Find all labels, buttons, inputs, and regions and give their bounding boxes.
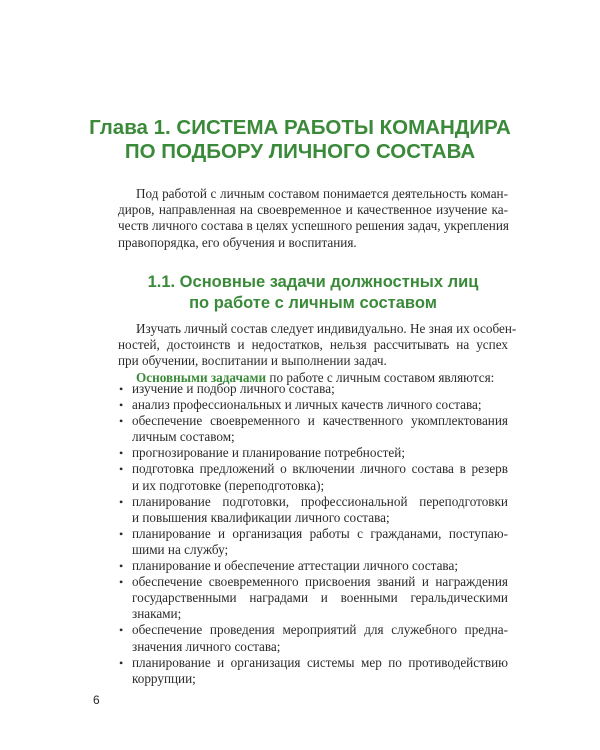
task-list-item	[118, 526, 508, 558]
task-list-item	[118, 558, 508, 574]
bullet-icon: •	[119, 414, 124, 429]
chapter-title	[80, 116, 520, 164]
task-line: шими на службу;	[132, 541, 229, 557]
intro-line: честв личного состава в целях успешного решения задач, укрепления	[118, 218, 509, 234]
task-line: и повышения квалификации личного состава;	[132, 509, 390, 525]
task-list	[118, 381, 508, 687]
intro-line: правопорядка, его обучения и воспитания.	[118, 234, 357, 250]
task-line: знаками;	[132, 606, 182, 622]
task-list-item	[118, 381, 508, 397]
bullet-icon: •	[119, 559, 124, 574]
task-line: значения личного состава;	[132, 638, 281, 654]
tasks-intro-highlight: Основными задачами	[136, 369, 267, 385]
bullet-icon: •	[119, 494, 124, 509]
task-line: планирование и организация системы мер по противодействию	[132, 654, 508, 670]
section-title-line-2: по работе с личным составом	[189, 294, 437, 312]
task-list-item	[118, 622, 508, 654]
task-line: анализ профессиональных и личных качеств личного состава;	[132, 397, 482, 413]
intro-line: Под работой с личным составом понимается деятельность коман-	[136, 186, 508, 201]
bullet-icon: •	[119, 382, 124, 396]
bullet-icon: •	[119, 462, 124, 477]
intro-paragraph	[118, 186, 508, 251]
tasks-intro-rest: по работе с личным составом являются:	[266, 369, 495, 385]
task-line: прогнозирование и планирование потребностей;	[132, 445, 405, 461]
task-line: государственными наградами и военными геральдическими	[132, 590, 508, 606]
task-line: обеспечение своевременного присвоения званий и награждения	[132, 574, 508, 590]
body-paragraph	[118, 321, 517, 386]
bullet-icon: •	[119, 575, 124, 590]
task-list-item	[118, 655, 508, 687]
chapter-title-line-1: Глава 1. СИСТЕМА РАБОТЫ КОМАНДИРА	[89, 116, 511, 139]
section-title-line-1: 1.1. Основные задачи должностных лиц	[147, 273, 479, 291]
task-list-item	[118, 494, 508, 526]
chapter-title-line-2: ПО ПОДБОРУ ЛИЧНОГО СОСТАВА	[124, 140, 476, 163]
bullet-icon: •	[119, 446, 124, 461]
task-list-item	[118, 574, 508, 622]
bullet-icon: •	[119, 526, 124, 541]
body-line: при обучении, воспитании и выполнении задач.	[118, 353, 387, 369]
task-list-item	[118, 413, 508, 445]
task-line: личным составом;	[132, 429, 235, 445]
section-title	[118, 272, 508, 314]
page-number: 6	[93, 693, 100, 707]
task-line: коррупции;	[132, 670, 196, 686]
task-line: и их подготовке (переподготовка);	[132, 477, 325, 493]
body-line: ностей, достоинств и недостатков, нельзя рассчитывать на успех	[118, 337, 508, 353]
task-list-item	[118, 397, 508, 413]
bullet-icon: •	[119, 623, 124, 638]
task-line: обеспечение своевременного и качественного укомплектования	[132, 413, 508, 429]
task-line: планирование и обеспечение аттестации личного состава;	[132, 558, 459, 574]
bullet-icon: •	[119, 398, 124, 413]
task-line: планирование подготовки, профессиональной переподготовки	[132, 493, 508, 509]
intro-line: диров, направленная на своевременное и качественное изучение ка-	[118, 202, 508, 218]
task-line: подготовка предложений о включении личного состава в резерв	[132, 461, 508, 477]
task-line: изучение и подбор личного состава;	[132, 381, 335, 396]
task-list-item	[118, 445, 508, 461]
bullet-icon: •	[119, 655, 124, 670]
body-line: Изучать личный состав следует индивидуально. Не зная их особен-	[136, 321, 517, 336]
task-list-item	[118, 461, 508, 493]
task-line: планирование и организация работы с гражданами, поступаю-	[132, 525, 508, 541]
task-line: обеспечение проведения мероприятий для служебного предна-	[132, 622, 508, 638]
